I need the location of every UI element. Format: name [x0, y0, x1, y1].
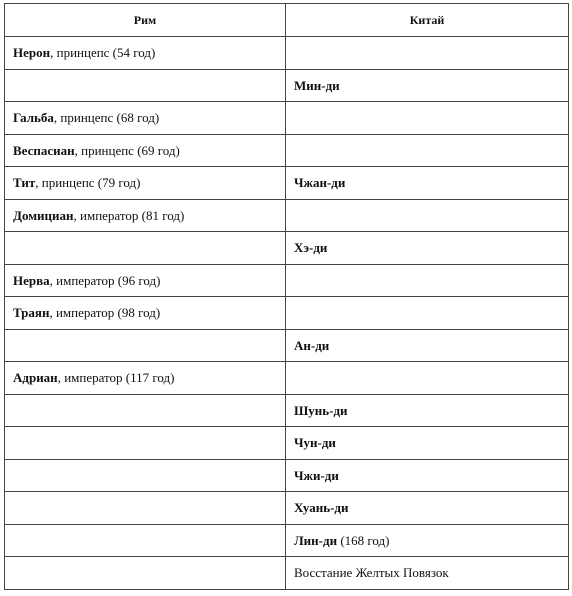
table-body [5, 37, 569, 590]
rome-ruler-details: , император (96 год) [49, 272, 161, 288]
china-ruler-name: Мин-ди [294, 77, 340, 93]
table-row [5, 557, 569, 590]
rome-ruler-name: Тит [13, 175, 36, 191]
table-row [5, 524, 569, 557]
cell-rome [5, 492, 286, 525]
cell-china [286, 134, 569, 167]
china-ruler-details: Восстание Желтых Повязок [294, 565, 449, 581]
table-row [5, 427, 569, 460]
rome-ruler-name: Адриан [13, 370, 58, 386]
china-ruler-name: Хуань-ди [294, 500, 349, 516]
table-row [5, 459, 569, 492]
cell-rome [5, 459, 286, 492]
cell-rome [5, 329, 286, 362]
cell-china [286, 37, 569, 70]
china-ruler-name: Чун-ди [294, 435, 336, 451]
china-ruler-name: Хэ-ди [294, 240, 328, 256]
cell-rome [5, 37, 286, 70]
cell-china [286, 232, 569, 265]
rome-ruler-name: Нерва [13, 272, 50, 288]
rome-ruler-name: Гальба [13, 110, 54, 126]
cell-rome [5, 102, 286, 135]
table-row [5, 232, 569, 265]
header-row [5, 4, 569, 37]
cell-rome [5, 362, 286, 395]
cell-china [286, 557, 569, 590]
china-ruler-name: Лин-ди [294, 532, 338, 548]
table-row [5, 199, 569, 232]
cell-china [286, 199, 569, 232]
rome-china-chronology-table [4, 3, 569, 590]
rome-ruler-name: Веспасиан [13, 142, 75, 158]
cell-rome [5, 167, 286, 200]
table-row [5, 167, 569, 200]
table-row [5, 362, 569, 395]
cell-china [286, 362, 569, 395]
rome-ruler-details: , принцепс (69 год) [74, 142, 180, 158]
table-header [5, 4, 569, 37]
cell-china [286, 102, 569, 135]
rome-ruler-details: , император (117 год) [57, 370, 175, 386]
table-row [5, 264, 569, 297]
cell-rome [5, 264, 286, 297]
table-row [5, 37, 569, 70]
rome-ruler-details: , император (98 год) [49, 305, 161, 321]
china-ruler-name: Чжи-ди [294, 467, 339, 483]
table-row [5, 69, 569, 102]
cell-china [286, 524, 569, 557]
rome-ruler-name: Нерон [13, 45, 51, 61]
cell-china [286, 459, 569, 492]
cell-rome [5, 69, 286, 102]
china-ruler-name: Чжан-ди [294, 175, 346, 191]
cell-rome [5, 394, 286, 427]
china-ruler-name: Шунь-ди [294, 402, 348, 418]
rome-ruler-details: , принцепс (54 год) [50, 45, 156, 61]
cell-rome [5, 232, 286, 265]
cell-china [286, 69, 569, 102]
table-row [5, 297, 569, 330]
table-row [5, 134, 569, 167]
table-row [5, 102, 569, 135]
cell-china [286, 329, 569, 362]
cell-rome [5, 199, 286, 232]
cell-china [286, 167, 569, 200]
china-ruler-name: Ан-ди [294, 337, 330, 353]
rome-ruler-name: Траян [13, 305, 50, 321]
cell-rome [5, 297, 286, 330]
cell-rome [5, 134, 286, 167]
table-row [5, 492, 569, 525]
rome-ruler-name: Домициан [13, 207, 74, 223]
cell-rome [5, 557, 286, 590]
cell-china [286, 394, 569, 427]
china-ruler-details: (168 год) [337, 532, 390, 548]
cell-china [286, 427, 569, 460]
rome-ruler-details: , принцепс (79 год) [35, 175, 141, 191]
cell-rome [5, 427, 286, 460]
rome-ruler-details: , император (81 год) [73, 207, 185, 223]
column-header-china: Китай [286, 4, 569, 37]
table-row [5, 394, 569, 427]
cell-rome [5, 524, 286, 557]
rome-ruler-details: , принцепс (68 год) [53, 110, 160, 126]
table-row [5, 329, 569, 362]
cell-china [286, 492, 569, 525]
cell-china [286, 297, 569, 330]
cell-china [286, 264, 569, 297]
column-header-rome: Рим [5, 4, 286, 37]
